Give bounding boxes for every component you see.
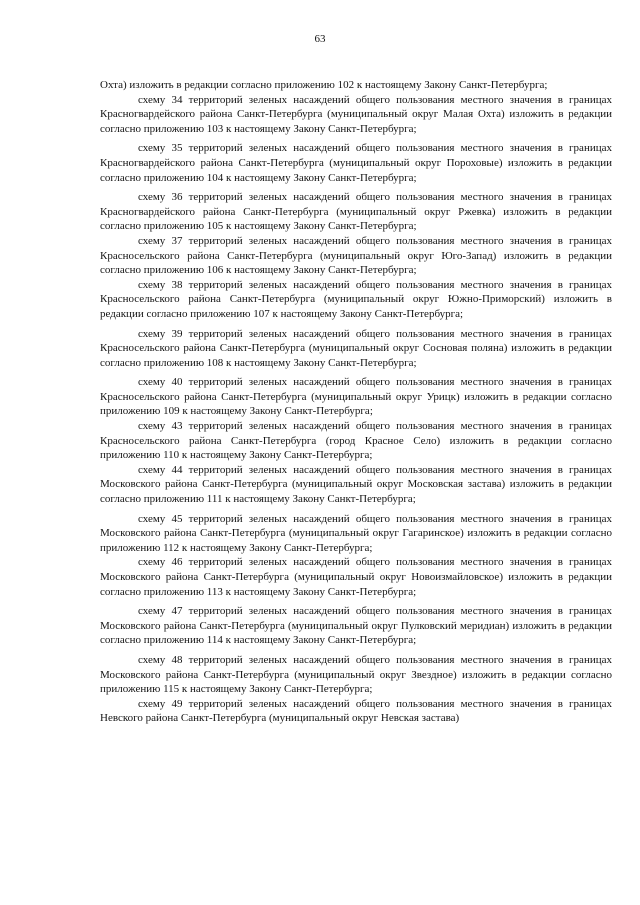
paragraph-scheme-44: схему 44 территорий зеленых насаждений общего пользования местного значения в границах Московского района Санкт-Петербурга (муниципальный округ Московская застава) изложить в редакции согласно приложению 111 к настоящему Закону Санкт-Петербурга; [100, 463, 612, 506]
document-body [100, 78, 612, 726]
page-number: 63 [314, 33, 326, 45]
paragraph-scheme-37: схему 37 территорий зеленых насаждений общего пользования местного значения в границах Красносельского района Санкт-Петербурга (муниципальный округ Юго-Запад) изложить в редакции согласно приложению 106 к настоящему Закону Санкт-Петербурга; [100, 234, 612, 277]
paragraph-scheme-34: схему 34 территорий зеленых насаждений общего пользования местного значения в границах Красногвардейского района Санкт-Петербурга (муниципальный округ Малая Охта) изложить в редакции согласно приложению 103 к настоящему Закону Санкт-Петербурга; [100, 93, 612, 135]
paragraph-scheme-43: схему 43 территорий зеленых насаждений общего пользования местного значения в границах Красносельского района Санкт-Петербурга (город Красное Село) изложить в редакции согласно приложению 110 к настоящему Закону Санкт-Петербурга; [100, 420, 612, 462]
paragraph-scheme-45: схему 45 территорий зеленых насаждений общего пользования местного значения в границах Московского района Санкт-Петербурга (муниципальный округ Гагаринское) изложить в редакции согласно приложению 112 к настоящему Закону Санкт-Петербурга; [100, 512, 612, 554]
paragraph-scheme-40: схему 40 территорий зеленых насаждений общего пользования местного значения в границах Красносельского района Санкт-Петербурга (муниципальный округ Урицк) изложить в редакции согласно приложению 109 к настоящему Закону Санкт-Петербурга; [100, 376, 612, 418]
paragraph-scheme-46: схему 46 территорий зеленых насаждений общего пользования местного значения в границах Московского района Санкт-Петербурга (муниципальный округ Новоизмайловское) изложить в редакции согласно приложению 113 к настоящему Закону Санкт-Петербурга; [100, 556, 612, 598]
paragraph-scheme-49: схему 49 территорий зеленых насаждений общего пользования местного значения в границах Невского района Санкт-Петербурга (муниципальный округ Невская застава) [100, 697, 612, 725]
paragraph-continuation: Охта) изложить в редакции согласно приложению 102 к настоящему Закону Санкт-Петербурга; [100, 79, 548, 91]
paragraph-scheme-35: схему 35 территорий зеленых насаждений общего пользования местного значения в границах Красногвардейского района Санкт-Петербурга (муниципальный округ Пороховые) изложить в редакции согласно приложению 104 к настоящему Закону Санкт-Петербурга; [100, 142, 612, 184]
paragraph-scheme-38: схему 38 территорий зеленых насаждений общего пользования местного значения в границах Красносельского района Санкт-Петербурга (муниципальный округ Южно-Приморский) изложить в редакции согласно приложению 107 к настоящему Закону Санкт-Петербурга; [100, 278, 612, 320]
paragraph-scheme-36: схему 36 территорий зеленых насаждений общего пользования местного значения в границах Красногвардейского района Санкт-Петербурга (муниципальный округ Ржевка) изложить в редакции согласно приложению 105 к настоящему Закону Санкт-Петербурга; [100, 191, 612, 233]
paragraph-scheme-39: схему 39 территорий зеленых насаждений общего пользования местного значения в границах Красносельского района Санкт-Петербурга (муниципальный округ Сосновая поляна) изложить в редакции согласно приложению 108 к настоящему Закону Санкт-Петербурга; [100, 327, 612, 369]
paragraph-scheme-47: схему 47 территорий зеленых насаждений общего пользования местного значения в границах Московского района Санкт-Петербурга (муниципальный округ Пулковский меридиан) изложить в редакции согласно приложению 114 к настоящему Закону Санкт-Петербурга; [100, 605, 612, 647]
paragraph-scheme-48: схему 48 территорий зеленых насаждений общего пользования местного значения в границах Московского района Санкт-Петербурга (муниципальный округ Звездное) изложить в редакции согласно приложению 115 к настоящему Закону Санкт-Петербурга; [100, 653, 612, 696]
